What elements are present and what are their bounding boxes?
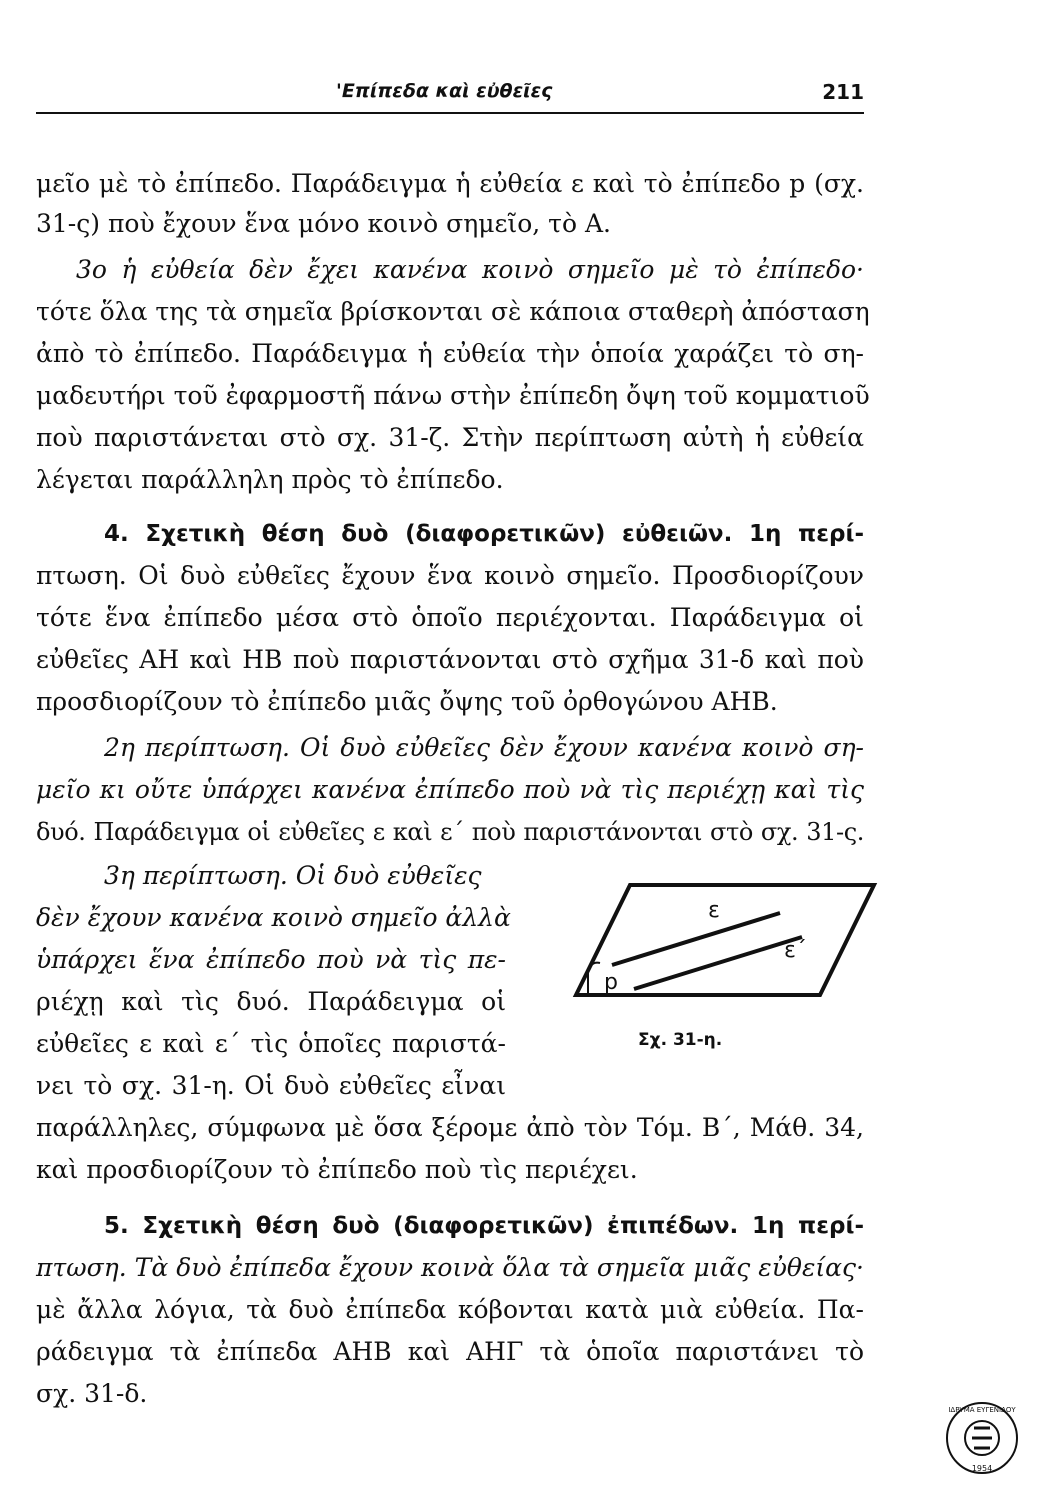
text-line: 3ο ἡ εὐθεία δὲν ἔχει κανένα κοινὸ σημεῖο μὲ τὸ ἐπίπεδο· xyxy=(76,255,864,284)
figure-31-eta xyxy=(540,865,880,1055)
text-line: ράδειγμα τὰ ἐπίπεδα ΑΗΒ καὶ ΑΗΓ τὰ ὁποῖα παριστάνει τὸ xyxy=(36,1337,864,1366)
text-line: εὐθεῖες ΑΗ καὶ ΗΒ ποὺ παριστάνονται στὸ σχῆμα 31-δ καὶ ποὺ xyxy=(36,645,864,674)
text-line: μὲ ἄλλα λόγια, τὰ δυὸ ἐπίπεδα κόβονται κατὰ μιὰ εὐθεία. Πα- xyxy=(36,1295,864,1324)
text-line: μεῖο κι οὔτε ὑπάρχει κανένα ἐπίπεδο ποὺ νὰ τὶς περιέχῃ καὶ τὶς xyxy=(36,775,864,804)
text-line: ἀπὸ τὸ ἐπίπεδο. Παράδειγμα ἡ εὐθεία τὴν ὁποία χαράζει τὸ ση- xyxy=(36,339,864,368)
text-line: δυό. Παράδειγμα οἱ εὐθεῖες ε καὶ ε΄ ποὺ παριστάνονται στὸ σχ. 31-ς. xyxy=(36,818,864,846)
label-p: p xyxy=(604,970,618,995)
figure-caption: Σχ. 31-η. xyxy=(638,1030,723,1050)
text-line: ποὺ παριστάνεται στὸ σχ. 31-ζ. Στὴν περίπτωση αὐτὴ ἡ εὐθεία xyxy=(36,423,864,452)
svg-text:1954: 1954 xyxy=(971,1464,993,1473)
text-line: 3η περίπτωση. Οἱ δυὸ εὐθεῖες xyxy=(104,861,482,890)
running-header xyxy=(36,78,864,114)
text-line: σχ. 31-δ. xyxy=(36,1379,148,1408)
text-line: νει τὸ σχ. 31-η. Οἱ δυὸ εὐθεῖες εἶναι xyxy=(36,1071,506,1100)
text-line: τότε ἕνα ἐπίπεδο μέσα στὸ ὁποῖο περιέχονται. Παράδειγμα οἱ xyxy=(36,603,864,632)
text-line: παράλληλες, σύμφωνα μὲ ὅσα ξέρομε ἀπὸ τὸν Τόμ. Β΄, Μάθ. 34, xyxy=(36,1113,864,1142)
section-heading-4: 4. Σχετικὴ θέση δυὸ (διαφορετικῶν) εὐθειῶν. 1η περί- xyxy=(104,521,864,547)
line-e-prime xyxy=(634,937,802,989)
plane-diagram xyxy=(540,865,880,1055)
text-line: ὑπάρχει ἕνα ἐπίπεδο ποὺ νὰ τὶς πε- xyxy=(36,945,506,974)
plane-label-corner xyxy=(588,963,600,997)
seal-icon xyxy=(944,1400,1020,1476)
text-line: ριέχῃ καὶ τὶς δυό. Παράδειγμα οἱ xyxy=(36,987,506,1016)
text-line: δὲν ἔχουν κανένα κοινὸ σημεῖο ἀλλὰ xyxy=(36,903,511,932)
foundation-seal xyxy=(944,1400,1020,1476)
plane-outline xyxy=(576,885,874,995)
text-line: εὐθεῖες ε καὶ ε΄ τὶς ὁποῖες παριστά- xyxy=(36,1029,506,1058)
text-line: πτωση. Τὰ δυὸ ἐπίπεδα ἔχουν κοινὰ ὅλα τὰ σημεῖα μιᾶς εὐθείας· xyxy=(36,1253,864,1282)
line-e xyxy=(612,913,780,965)
text-line: 2η περίπτωση. Οἱ δυὸ εὐθεῖες δὲν ἔχουν κανένα κοινὸ ση- xyxy=(104,733,864,762)
page-number: 211 xyxy=(822,80,864,104)
text-line: προσδιορίζουν τὸ ἐπίπεδο μιᾶς ὄψης τοῦ ὀρθογώνου ΑΗΒ. xyxy=(36,687,778,716)
text-line: μαδευτήρι τοῦ ἐφαρμοστῆ πάνω στὴν ἐπίπεδη ὄψη τοῦ κομματιοῦ xyxy=(36,381,870,410)
text-line: λέγεται παράλληλη πρὸς τὸ ἐπίπεδο. xyxy=(36,465,504,494)
label-e: ε xyxy=(708,898,720,923)
text-line: 31-ς) ποὺ ἔχουν ἕνα μόνο κοινὸ σημεῖο, τὸ Α. xyxy=(36,209,611,238)
text-line: καὶ προσδιορίζουν τὸ ἐπίπεδο ποὺ τὶς περιέχει. xyxy=(36,1155,638,1184)
text-line: πτωση. Οἱ δυὸ εὐθεῖες ἔχουν ἕνα κοινὸ σημεῖο. Προσδιορίζουν xyxy=(36,561,864,590)
label-e-prime: ε΄ xyxy=(784,938,807,963)
text-line: τότε ὅλα της τὰ σημεῖα βρίσκονται σὲ κάποια σταθερὴ ἀπόσταση xyxy=(36,297,870,326)
header-title: 'Επίπεδα καὶ εὐθεῖες xyxy=(336,80,553,102)
section-heading-5: 5. Σχετικὴ θέση δυὸ (διαφορετικῶν) ἐπιπέδων. 1η περί- xyxy=(104,1213,864,1239)
svg-text:ΙΔΡΥΜΑ ΕΥΓΕΝΙΔΟΥ: ΙΔΡΥΜΑ ΕΥΓΕΝΙΔΟΥ xyxy=(948,1406,1016,1414)
text-line: μεῖο μὲ τὸ ἐπίπεδο. Παράδειγμα ἡ εὐθεία ε καὶ τὸ ἐπίπεδο p (σχ. xyxy=(36,169,864,198)
